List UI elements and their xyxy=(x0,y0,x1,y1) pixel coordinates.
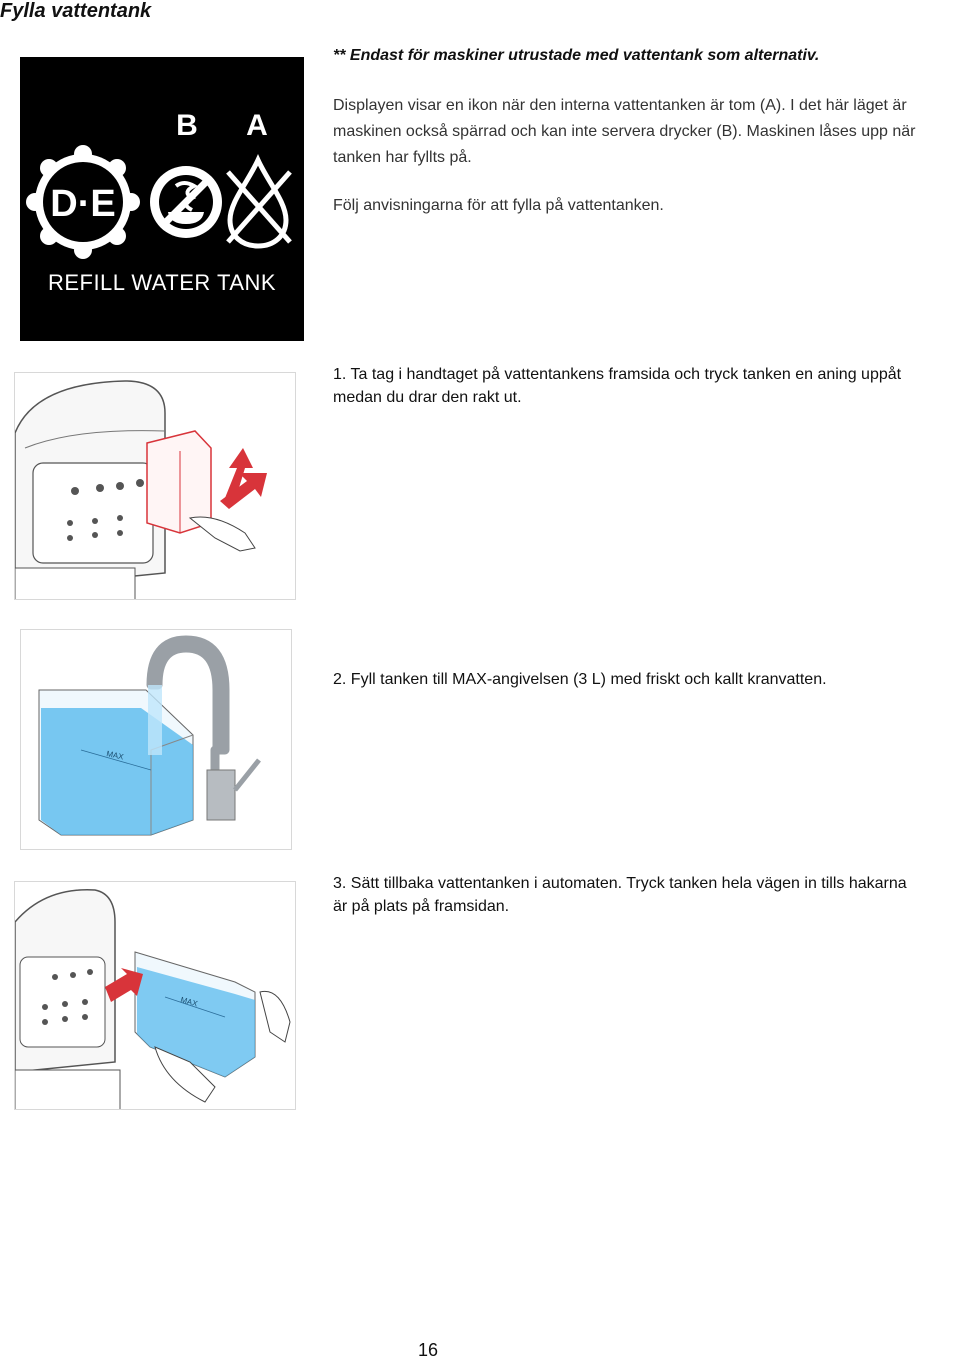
step-2-image xyxy=(20,629,292,850)
step-1-image xyxy=(14,372,296,600)
display-refill-image xyxy=(20,57,304,341)
intro-line-3: tanken har fyllts på. xyxy=(333,149,472,166)
label-b: B xyxy=(176,109,198,142)
max-label-step3: MAX xyxy=(179,995,199,1009)
label-a: A xyxy=(246,109,268,142)
page-number: 16 xyxy=(418,1340,439,1360)
intro-instruction: Följ anvisningarna för att fylla på vattentanken. xyxy=(333,197,664,214)
no-drinks-icon xyxy=(150,166,222,238)
step-3-line-2: är på plats på framsidan. xyxy=(333,898,510,915)
empty-water-icon xyxy=(228,160,290,246)
step-1-line-2: medan du drar den rakt ut. xyxy=(333,389,522,406)
pull-arrow-icon xyxy=(220,473,267,509)
step-3-image xyxy=(14,881,296,1110)
intro-line-1: Displayen visar en ikon när den interna vattentanken är tom (A). I det här läget är xyxy=(333,97,907,114)
step-1-line-1: 1. Ta tag i handtaget på vattentankens framsida och tryck tanken en aning uppåt xyxy=(333,366,902,383)
svg-text:D·E: D·E xyxy=(50,183,116,225)
section-title: Fylla vattentank xyxy=(0,0,152,22)
availability-note: ** Endast för maskiner utrustade med vattentank som alternativ. xyxy=(333,47,820,64)
max-label: MAX xyxy=(105,749,125,762)
de-logo-icon xyxy=(26,145,140,259)
step-3-line-1: 3. Sätt tillbaka vattentanken i automaten. Tryck tanken hela vägen in tills hakarna xyxy=(333,875,907,892)
refill-message: REFILL WATER TANK xyxy=(47,270,277,295)
step-2-line-1: 2. Fyll tanken till MAX-angivelsen (3 L) med friskt och kallt kranvatten. xyxy=(333,671,827,688)
intro-line-2: maskinen också spärrad och kan inte servera drycker (B). Maskinen låses upp när xyxy=(333,123,916,140)
